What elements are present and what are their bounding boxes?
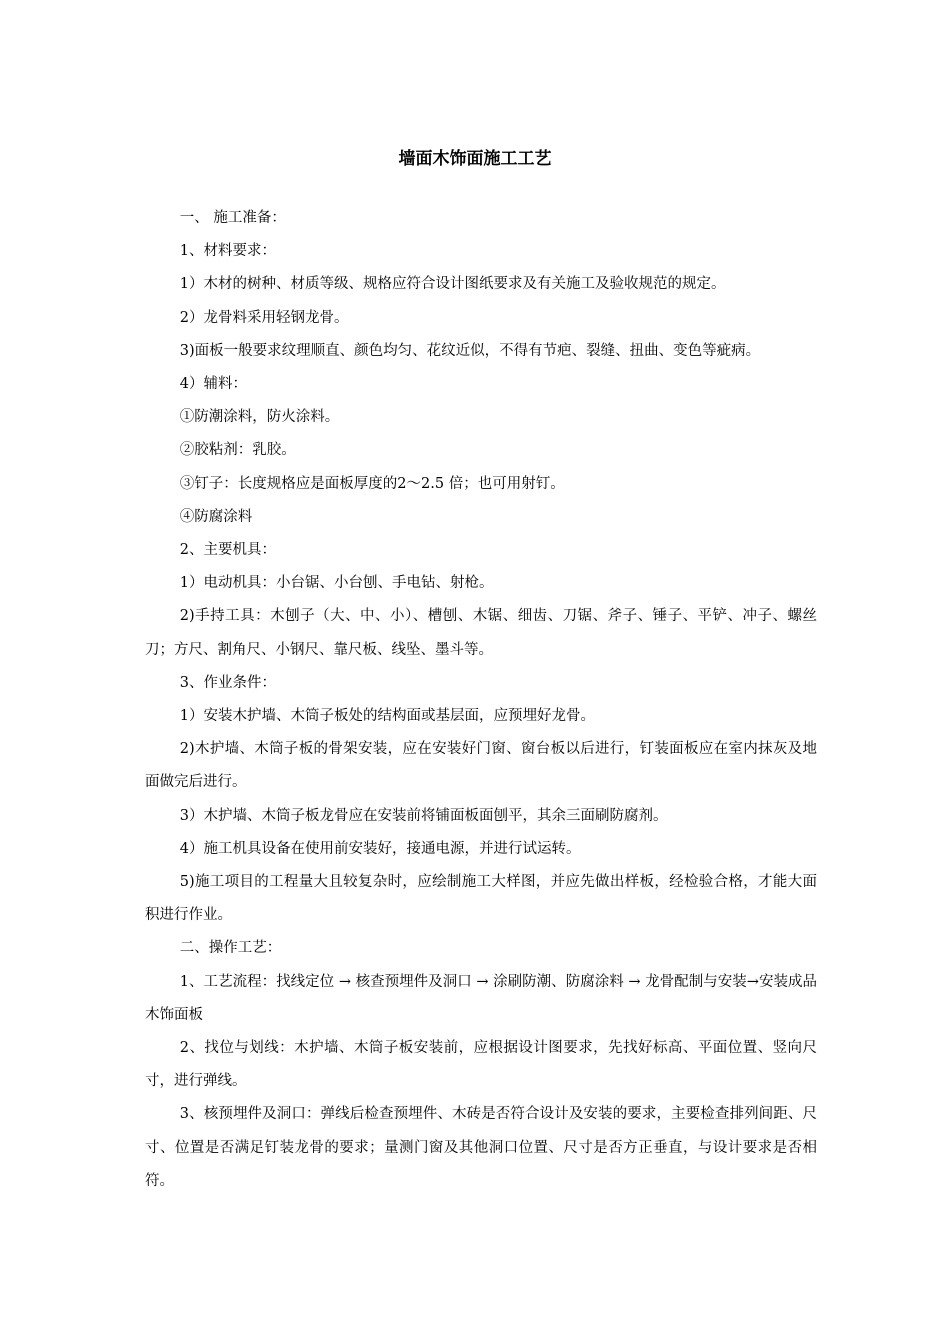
paragraph: 1、工艺流程：找线定位 → 核查预埋件及洞口 → 涂刷防潮、防腐涂料 → 龙骨配制与安装→安装成品木饰面板 [145,973,817,1023]
paragraph: 3、核预埋件及洞口：弹线后检查预埋件、木砖是否符合设计及安装的要求，主要检查排列间距、尺寸、位置是否满足钉装龙骨的要求；量测门窗及其他洞口位置、尺寸是否方正垂直，与设计要求是否相符。 [145,1106,817,1189]
paragraph: 1）电动机具：小台锯、小台刨、手电钻、射枪。 [179,575,494,592]
paragraph: ②胶粘剂：乳胶。 [179,442,296,459]
paragraph: 4）施工机具设备在使用前安装好，接通电源，并进行试运转。 [179,840,581,857]
paragraph: 1）木材的树种、材质等级、规格应符合设计图纸要求及有关施工及验收规范的规定。 [179,276,726,293]
document-body [145,202,817,1198]
paragraph: ③钉子：长度规格应是面板厚度的2～2.5 倍；也可用射钉。 [179,475,565,492]
paragraph: 2、找位与划线：木护墙、木筒子板安装前，应根据设计图要求，先找好标高、平面位置、竖向尺寸，进行弹线。 [145,1040,817,1090]
paragraph: 2)手持工具：木刨子（大、中、小）、槽刨、木锯、细齿、刀锯、斧子、锤子、平铲、冲子、螺丝刀；方尺、割角尺、小钢尺、靠尺板、线坠、墨斗等。 [145,608,817,658]
section-heading-prep: 一、 施工准备： [179,210,286,226]
page-title: 墙面木饰面施工工艺 [398,149,552,169]
paragraph: 2）龙骨料采用轻钢龙骨。 [179,309,349,326]
section-heading-process: 二、操作工艺： [179,940,282,957]
subsection-tools: 2、主要机具： [179,542,277,559]
paragraph: 2)木护墙、木筒子板的骨架安装，应在安装好门窗、窗台板以后进行，钉装面板应在室内抹灰及地面做完后进行。 [145,741,817,791]
paragraph: 5)施工项目的工程量大且较复杂时，应绘制施工大样图，并应先做出样板，经检验合格，才能大面积进行作业。 [145,874,817,924]
paragraph: ④防腐涂料 [179,508,253,525]
paragraph: 3）木护墙、木筒子板龙骨应在安装前将铺面板面刨平，其余三面刷防腐剂。 [179,807,668,824]
paragraph: ①防潮涂料，防火涂料。 [179,409,340,426]
paragraph: 1）安装木护墙、木筒子板处的结构面或基层面，应预埋好龙骨。 [179,708,596,725]
subsection-conditions: 3、作业条件： [179,674,277,691]
paragraph: 4）辅料： [179,376,248,393]
paragraph: 3)面板一般要求纹理顺直、颜色均匀、花纹近似，不得有节疤、裂缝、扭曲、变色等疵病。 [179,342,761,359]
subsection-materials: 1、材料要求： [179,243,277,260]
